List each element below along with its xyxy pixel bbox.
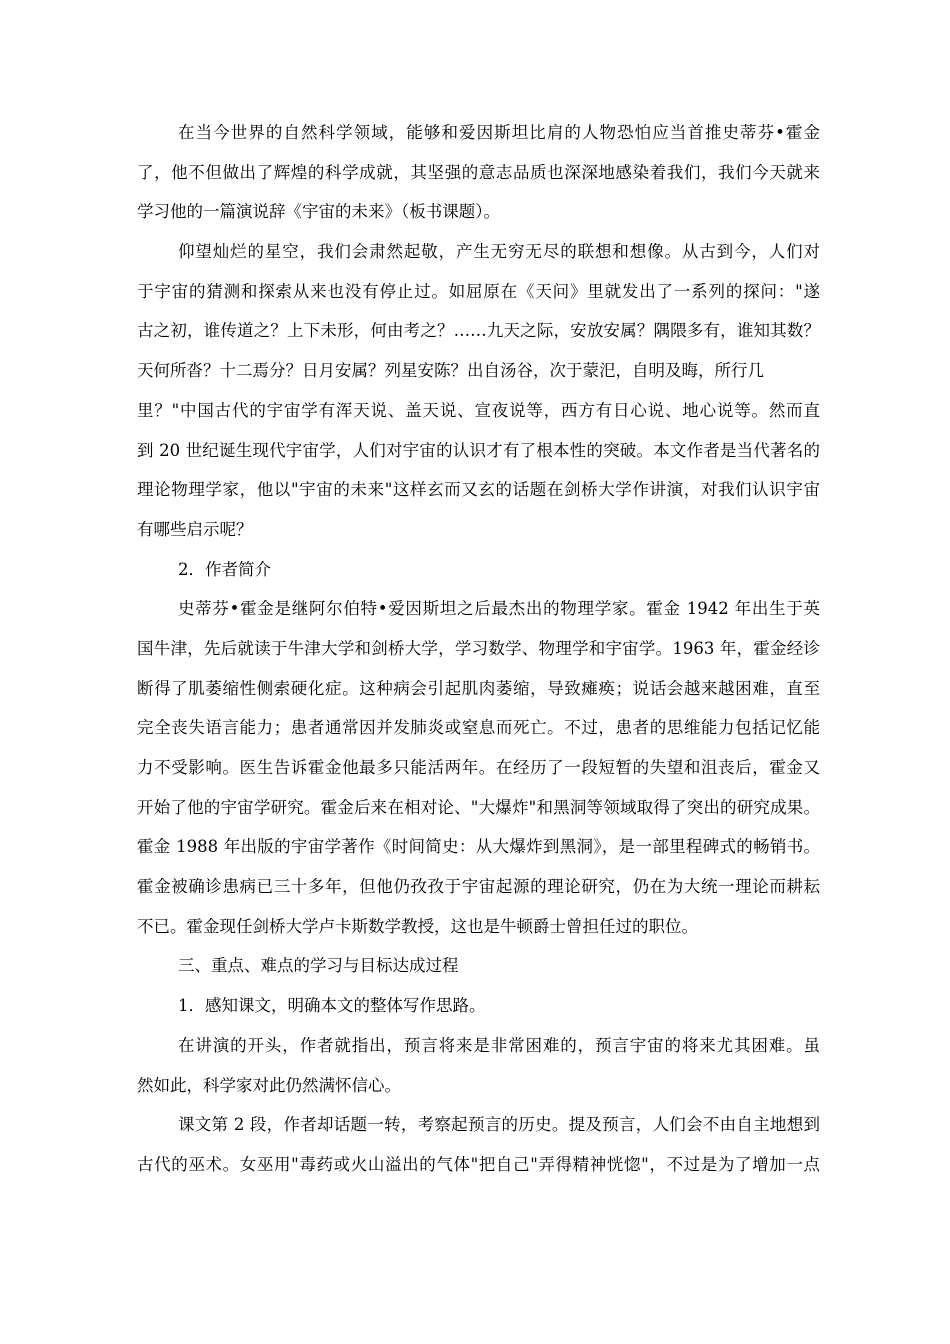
paragraph-line: 天何所沓？十二焉分？日月安属？列星安陈？出自汤谷，次于蒙汜，自明及晦，所行几 [137, 361, 764, 381]
paragraph-line: 学习他的一篇演说辞《宇宙的未来》（板书课题）。 [137, 202, 500, 222]
paragraph-line: 然如此，科学家对此仍然满怀信心。 [137, 1075, 401, 1095]
paragraph-line: 霍金被确诊患病已三十多年，但他仍孜孜于宇宙起源的理论研究，仍在为大统一理论而耕耘 [137, 877, 820, 897]
subsection-heading-overview [137, 986, 820, 1026]
paragraph-line: 完全丧失语言能力；患者通常因并发肺炎或窒息而死亡。不过，患者的思维能力包括记忆能 [137, 718, 820, 738]
section-heading: 2．作者简介 [178, 559, 271, 579]
paragraph-line: 里？"中国古代的宇宙学有浑天说、盖天说、宣夜说等，西方有日心说、地心说等。然而直 [137, 400, 820, 420]
paragraph-opening [137, 1026, 820, 1105]
paragraph-line: 理论物理学家，他以"宇宙的未来"这样玄而又玄的话题在剑桥大学作讲演，对我们认识宇宙 [137, 480, 820, 500]
paragraph-line: 在讲演的开头，作者就指出，预言将来是非常困难的，预言宇宙的将来尤其困难。虽 [178, 1035, 820, 1055]
paragraph-line: 力不受影响。医生告诉霍金他最多只能活两年。在经历了一段短暂的失望和沮丧后，霍金又 [137, 758, 820, 777]
section-heading: 三、重点、难点的学习与目标达成过程 [178, 956, 459, 976]
paragraph-line: 在当今世界的自然科学领域，能够和爱因斯坦比肩的人物恐怕应当首推史蒂芬•霍金 [178, 123, 820, 142]
paragraph-line: 国牛津，先后就读于牛津大学和剑桥大学，学习数学、物理学和宇宙学。1963 年，霍金经诊 [137, 638, 820, 658]
section-heading-author [137, 550, 820, 590]
paragraph-prophecy-history [137, 1105, 820, 1184]
paragraph-line: 于宇宙的猜测和探索从来也没有停止过。如屈原在《天问》里就发出了一系列的探问："遂 [137, 281, 820, 301]
paragraph-line: 有哪些启示呢？ [137, 519, 253, 539]
paragraph-starry-sky [137, 232, 820, 550]
paragraph-line: 开始了他的宇宙学研究。霍金后来在相对论、"大爆炸"和黑洞等领域取得了突出的研究成果。 [137, 797, 820, 817]
document-body [137, 113, 820, 1185]
paragraph-line: 断得了肌萎缩性侧索硬化症。这种病会引起肌肉萎缩，导致瘫痪；说话会越来越困难，直至 [137, 678, 820, 698]
subsection-heading: 1．感知课文，明确本文的整体写作思路。 [178, 996, 486, 1016]
paragraph-line: 到 20 世纪诞生现代宇宙学，人们对宇宙的认识才有了根本性的突破。本文作者是当代著名的 [137, 440, 820, 460]
paragraph-intro [137, 113, 820, 232]
paragraph-line: 课文第 2 段，作者却话题一转，考察起预言的历史。提及预言，人们会不由自主地想到 [178, 1115, 820, 1135]
paragraph-author-bio [137, 589, 820, 946]
paragraph-line: 史蒂芬•霍金是继阿尔伯特•爱因斯坦之后最杰出的物理学家。霍金 1942 年出生于英 [178, 599, 820, 619]
paragraph-line: 古代的巫术。女巫用"毒药或火山溢出的气体"把自己"弄得精神恍惚"，不过是为了增加一点 [137, 1154, 820, 1174]
paragraph-line: 不已。霍金现任剑桥大学卢卡斯数学教授，这也是牛顿爵士曾担任过的职位。 [137, 916, 698, 936]
paragraph-line: 仰望灿烂的星空，我们会肃然起敬，产生无穷无尽的联想和想像。从古到今，人们对 [178, 242, 820, 262]
paragraph-line: 了，他不但做出了辉煌的科学成就，其坚强的意志品质也深深地感染着我们，我们今天就来 [137, 162, 820, 182]
paragraph-line: 古之初，谁传道之？上下未形，何由考之？……九天之际，安放安属？隅隈多有，谁知其数？ [137, 321, 820, 341]
paragraph-line: 霍金 1988 年出版的宇宙学著作《时间简史：从大爆炸到黑洞》，是一部里程碑式的畅销书。 [137, 837, 820, 857]
section-heading-key-points [137, 946, 820, 986]
